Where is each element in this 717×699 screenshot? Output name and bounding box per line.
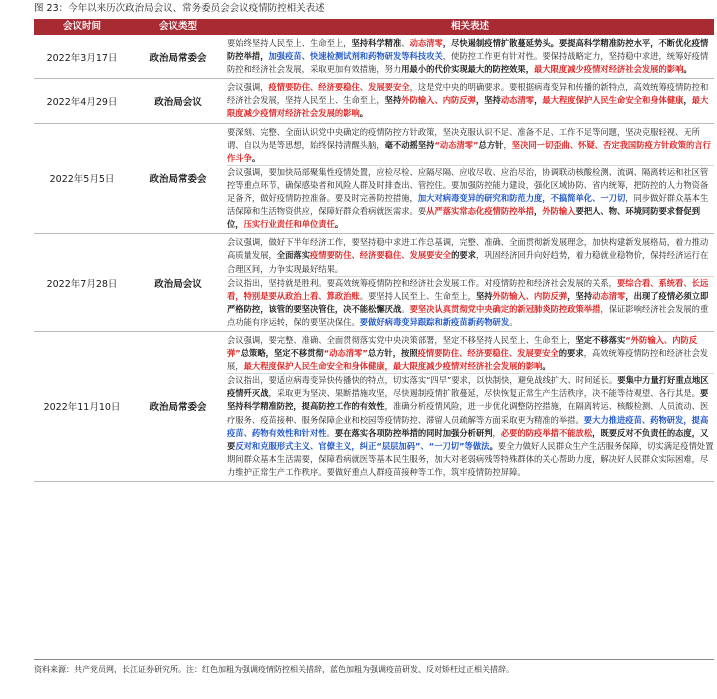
text-run: 会议强调，要完整、准确、全面贯彻落实党中央决策部署，坚定不移坚持人民至上、生命至上， [227, 334, 576, 345]
highlight-red: 动态清零 [500, 95, 535, 106]
meeting-type: 政治局会议 [130, 79, 226, 123]
highlight-red: 最大限度减少疫情对经济社会发展的影响 [227, 95, 709, 119]
highlight-blue: 要大力推进疫苗、药物研发，提高疫苗、药物有效性和针对性 [227, 414, 709, 438]
highlight-red: 坚决同一切歪曲、怀疑、否定我国防疫方针政策的言行作斗争 [227, 139, 711, 163]
emphasis-bold: 坚持科学精准 [351, 38, 402, 48]
highlight-red: 疫情要防住、经济要稳住、发展要安全 [310, 250, 452, 261]
text-run: ，这是党中央的明确要求。要根据病毒变异和传播的新特点，高效统筹疫情防控和经济社会发展，坚持人民至上、生命至上， [227, 82, 709, 106]
text-run: 、 [401, 38, 410, 48]
emphasis-bold: ，坚持 [567, 290, 593, 301]
emphasis-bold: ， [534, 206, 543, 217]
highlight-red: 要坚决认真贯彻党中央确定的新冠肺炎防控政策举措 [409, 303, 601, 314]
emphasis-bold: 。 [359, 108, 369, 119]
emphasis-bold: ，既要反对不负责任的态度，又要 [227, 427, 709, 451]
highlight-red: 外防输入 [542, 206, 576, 217]
emphasis-bold: 。 [683, 64, 692, 75]
emphasis-bold: 要在落实各项防控举措的同时加强分析研判 [334, 427, 493, 438]
emphasis-bold: ， [683, 95, 692, 106]
statement-cell [226, 79, 714, 123]
statement-paragraph [227, 37, 714, 76]
text-run: 。 [326, 427, 335, 438]
text-run: ， [492, 427, 501, 438]
table-header-row [34, 19, 714, 35]
highlight-red: 最大程度保护人民生命安全和身体健康 [542, 95, 684, 106]
figure-title: 图 23：今年以来历次政治局会议、常务委员会会议疫情防控相关表述 [34, 3, 325, 14]
text-run: 。 [509, 316, 518, 327]
statement-paragraph [227, 165, 714, 231]
emphasis-bold: 坚定不移落实 [575, 334, 626, 345]
emphasis-bold: 坚持 [475, 290, 493, 301]
emphasis-bold: 要坚持科学精准防控，提高防控工作的有效性 [227, 388, 709, 412]
meeting-type: 政治局会议 [130, 234, 226, 332]
highlight-red: “动态清零” [434, 139, 479, 150]
highlight-red: 疫情要防住、经济要稳住、发展要安全 [268, 82, 410, 93]
meeting-type: 政治局常委会 [130, 35, 226, 79]
emphasis-bold: 。 [489, 440, 498, 451]
emphasis-bold: 。 [334, 219, 344, 230]
table-row [34, 234, 714, 332]
statement-cell [226, 35, 714, 79]
divider [34, 659, 714, 660]
statement-paragraph [227, 334, 714, 373]
meeting-date: 2022年3月17日 [34, 35, 130, 79]
text-run: 会议指出，坚持就是胜利。要高效统筹疫情防控和经济社会发展工作。对疫情防控和经济社会发展的关系， [227, 277, 617, 288]
text-run: ， [503, 139, 512, 150]
emphasis-bold: 总方针 [478, 139, 504, 150]
highlight-red: 必要的防疫举措不能放松 [500, 427, 593, 438]
statement-cell [226, 123, 714, 234]
highlight-blue: 要做好病毒变异跟踪和新疫苗新药物研发 [359, 316, 510, 327]
statement-cell [226, 234, 714, 332]
text-run: ，高效统筹疫情防控和经济社会发展， [227, 348, 709, 372]
meeting-date: 2022年11月10日 [34, 331, 130, 481]
highlight-red: 动态清零 [409, 38, 443, 48]
emphasis-bold: 要把人、物、环境同防要求督促到位， [227, 206, 700, 230]
statement-cell [226, 331, 714, 481]
emphasis-bold: 的要求 [558, 348, 584, 359]
meeting-date: 2022年7月28日 [34, 234, 130, 332]
highlight-blue: 加强疫苗、快速检测试剂和药物研发等科技攻关 [268, 51, 443, 62]
source-note [34, 664, 714, 676]
text-run: ，保证影响经济社会发展的重点功能有序运转，保的要坚决保住。 [227, 303, 709, 327]
meeting-type: 政治局常委会 [130, 331, 226, 481]
header-date: 会议时间 [34, 19, 130, 35]
emphasis-bold: 用最小的代价实现最大的防控效果， [401, 64, 535, 75]
highlight-red: 最大程度保护人民生命安全和身体健康，最大限度减少疫情对经济社会发展的影响 [243, 361, 543, 372]
highlight-red: 外防输入、内防反弹 [401, 95, 476, 106]
table-row [34, 79, 714, 123]
emphasis-bold: 的要求 [451, 250, 476, 261]
highlight-red: 外防输入、内防反弹 [492, 290, 568, 301]
emphasis-bold: 。 [251, 152, 261, 163]
table-row [34, 123, 714, 234]
highlight-red: “外防输入、内防反弹” [227, 334, 698, 359]
text-run: 会议强调，要加快局部聚集性疫情处置，应检尽检、应隔尽隔、应收尽收、应治尽治，协调联动核酸检测、流调、隔离转运和社区管控等重点环节，确保感染者和风险人群及时排查出、管控住。要加强防控能力建设，强化区域协防、省内统筹，把防控的人力物资备足备齐，做好疫情防控准备。要及时完善防控措施， [227, 166, 709, 204]
meeting-date: 2022年4月29日 [34, 79, 130, 123]
text-run: 。 [401, 303, 410, 314]
highlight-red: “动态清零” [323, 348, 368, 359]
emphasis-bold: ，坚持 [475, 95, 501, 106]
statement-paragraph [227, 276, 714, 329]
statement-paragraph [227, 81, 714, 120]
text-run: 会议强调，做好下半年经济工作，要坚持稳中求进工作总基调，完整、准确、全面贯彻新发展理念，加快构建新发展格局，着力推动高质量发展， [227, 237, 709, 261]
meeting-type: 政治局常委会 [130, 123, 226, 234]
highlight-red: 疫情要防住、经济要稳住、发展要安全 [417, 348, 559, 359]
header-desc: 相关表述 [226, 19, 714, 35]
table-row [34, 35, 714, 79]
highlight-blue: 反对和克服形式主义、官僚主义，纠正“层层加码”、“一刀切”等做法 [235, 440, 490, 451]
highlight-red: 压实行业责任和单位责任 [243, 219, 335, 230]
highlight-blue: 加大对病毒变异的研究和防范力度，不搞简单化、一刀切 [417, 193, 626, 204]
emphasis-bold: 总策略，坚定不移贯彻 [240, 348, 324, 359]
meeting-date: 2022年5月5日 [34, 123, 130, 234]
statements-table [34, 19, 714, 482]
header-type: 会议类型 [130, 19, 226, 35]
text-run: ，准确分析疫情风险，进一步优化调整防控措施，在隔离转运、核酸检测、人员流动、医疗服务、疫苗接种、服务保障企业和校园等疫情防控、滞留人员疏解等方面采取更为精准的举措。 [227, 401, 709, 425]
text-run: 要深刻、完整、全面认识党中央确定的疫情防控方针政策，坚决克服认识不足、准备不足、工作不足等问题，坚决克服轻视、无所谓、自以为是等思想，始终保持清醒头脑， [227, 126, 700, 150]
text-run: 会议强调， [227, 82, 269, 93]
statement-paragraph [227, 373, 714, 479]
text-run: 会议指出，要适应病毒变异快传播快的特点，切实落实“四早”要求，以快制快，避免战线扩大、时间延长。 [227, 375, 618, 386]
text-run: ，采取更为坚决、果断措施攻坚，尽快遏制疫情扩散蔓延，尽快恢复正常生产生活秩序，决不能等待观望、各行其是。 [268, 388, 700, 399]
text-run: ，同步做好群众基本生活保障和生活物资供应，保障好群众看病就医需求。要 [227, 193, 709, 217]
highlight-red: 要综合看、系统看、长远看，特别是要从政治上看、算政治账 [227, 277, 709, 301]
highlight-red: 最大限度减少疫情对经济社会发展的影响 [534, 64, 684, 75]
highlight-red: 从严落实常态化疫情防控举措 [426, 206, 535, 217]
emphasis-bold: ，出现了疫情必须立即严格防控，该管的要坚决管住，决不能松懈厌战 [227, 290, 709, 314]
text-run: 。要坚持人民至上、生命至上， [359, 290, 476, 301]
highlight-red: 动态清零 [592, 290, 626, 301]
text-run: 要始终坚持人民至上、生命至上， [227, 38, 352, 48]
emphasis-bold: 坚持 [384, 95, 402, 106]
emphasis-bold: 要集中力量打好重点地区疫情歼灭战 [227, 375, 709, 399]
emphasis-bold: ， [534, 95, 543, 106]
text-run: 要全力做好人民群众生产生活服务保障，切实满足疫情处置期间群众基本生活需要，保障看病就医等基本民生服务，加大对老弱病残等特殊群体的关心帮助力度，解决好人民群众实际困难，尽力维护正常生产工作秩序。要做好重点人群疫苗接种等工作，筑牢疫情防控屏障。 [227, 440, 714, 477]
table-row [34, 331, 714, 481]
emphasis-bold: 毫不动摇坚持 [384, 139, 435, 150]
text-run: ，巩固经济回升向好趋势，着力稳就业稳物价，保持经济运行在合理区间，力争实现最好结果。 [227, 250, 709, 274]
statement-paragraph [227, 126, 714, 165]
source-text: 资料来源：共产党员网，长江证券研究所。注：红色加粗为强调疫情防控相关措辞，蓝色加粗为强调疫苗研发、反对矫枉过正相关措辞。 [34, 665, 514, 674]
emphasis-bold: 。 [542, 361, 551, 372]
statement-paragraph [227, 236, 714, 275]
emphasis-bold: ，尽快遏制疫情扩散蔓延势头。要提高科学精准防控水平，不断优化疫情防控举措， [227, 38, 709, 62]
emphasis-bold: 总方针，按照 [367, 348, 418, 359]
emphasis-bold: 全面落实 [276, 250, 310, 261]
text-run: ，使防控工作更有针对性。要保持战略定力，坚持稳中求进，统筹好疫情防控和经济社会发展，采取更加有效措施，努力 [227, 51, 709, 75]
